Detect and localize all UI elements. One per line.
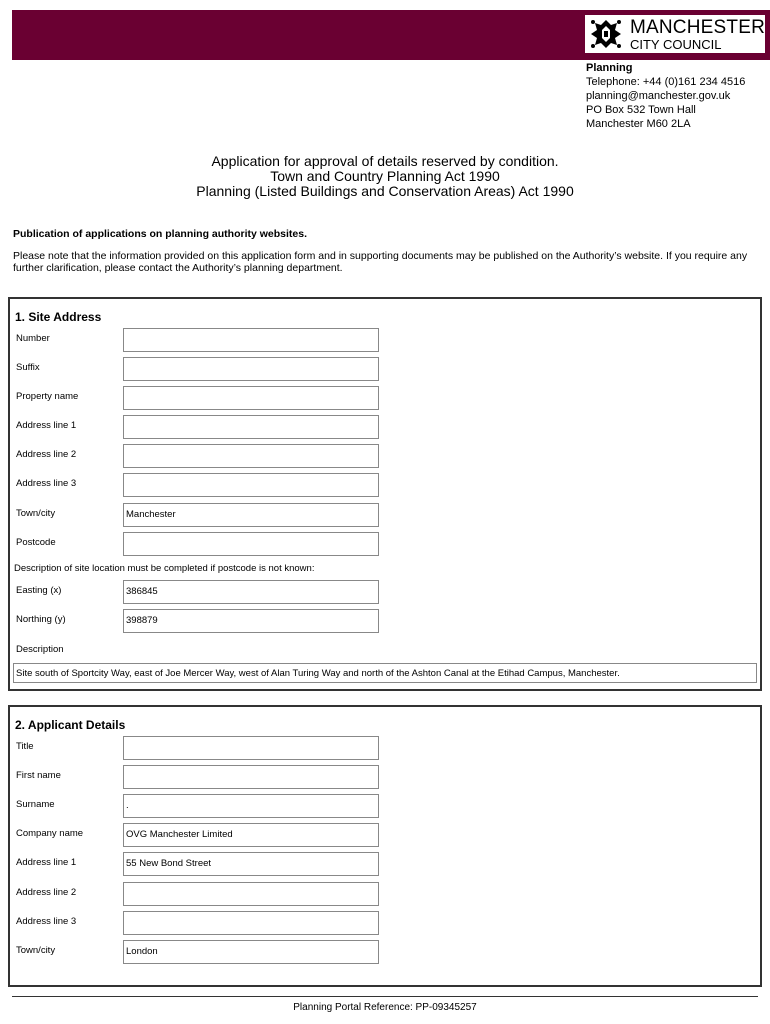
contact-email: planning@manchester.gov.uk — [586, 90, 731, 102]
applicant-details-title: 2. Applicant Details — [15, 718, 126, 732]
location-note: Description of site location must be completed if postcode is not known: — [14, 563, 315, 574]
field-label: Title — [16, 741, 34, 752]
publication-heading: Publication of applications on planning authority websites. — [13, 228, 308, 240]
applicant-town-city-field[interactable]: London — [123, 940, 379, 964]
number-field[interactable] — [123, 328, 379, 352]
title-field[interactable] — [123, 736, 379, 760]
form-title-line-3: Planning (Listed Buildings and Conservation Areas) Act 1990 — [196, 183, 574, 199]
footer-divider — [12, 996, 758, 997]
field-label: Town/city — [16, 945, 56, 956]
applicant-address-line-1-field[interactable]: 55 New Bond Street — [123, 852, 379, 876]
council-logo — [585, 15, 765, 53]
site-address-section — [8, 297, 762, 691]
contact-block — [586, 61, 745, 131]
field-label: Address line 1 — [16, 420, 77, 431]
field-label: Easting (x) — [16, 585, 62, 596]
publication-text: Please note that the information provided on this application form and in supporting documents may be published on the Authority’s website. If you require any further clarification, please contact the Authority’s planning department. — [13, 250, 748, 274]
field-label: Property name — [16, 391, 79, 402]
field-label: Address line 3 — [16, 916, 77, 927]
field-label: Address line 3 — [16, 478, 77, 489]
site-address-title: 1. Site Address — [15, 310, 102, 324]
easting-field[interactable]: 386845 — [123, 580, 379, 604]
postcode-field[interactable] — [123, 532, 379, 556]
applicant-address-line-3-field[interactable] — [123, 911, 379, 935]
address-line-2-field[interactable] — [123, 444, 379, 468]
surname-field[interactable]: . — [123, 794, 379, 818]
field-label: Town/city — [16, 508, 56, 519]
suffix-field[interactable] — [123, 357, 379, 381]
first-name-field[interactable] — [123, 765, 379, 789]
portal-reference: Planning Portal Reference: PP-09345257 — [293, 1002, 477, 1013]
field-label: Suffix — [16, 362, 40, 373]
address-line-3-field[interactable] — [123, 473, 379, 497]
contact-telephone: Telephone: +44 (0)161 234 4516 — [586, 76, 746, 88]
field-label: Address line 1 — [16, 857, 77, 868]
address-line-1-field[interactable] — [123, 415, 379, 439]
description-field[interactable]: Site south of Sportcity Way, east of Joe Mercer Way, west of Alan Turing Way and north of the Ashton Canal at the Etihad Campus, Manchester. — [13, 663, 757, 683]
field-label: First name — [16, 770, 61, 781]
contact-address-line-1: PO Box 532 Town Hall — [586, 104, 696, 116]
company-name-field[interactable]: OVG Manchester Limited — [123, 823, 379, 847]
logo-text-city-council: CITY COUNCIL — [629, 36, 722, 52]
field-label: Company name — [16, 828, 84, 839]
contact-address-line-2: Manchester M60 2LA — [586, 118, 691, 130]
field-label: Address line 2 — [16, 887, 77, 898]
form-title-line-1: Application for approval of details reserved by condition. — [211, 153, 559, 169]
northing-field[interactable]: 398879 — [123, 609, 379, 633]
contact-title: Planning — [586, 62, 633, 74]
coat-of-arms-icon — [587, 17, 625, 51]
logo-text-manchester: MANCHESTER — [629, 16, 765, 38]
field-label: Surname — [16, 799, 55, 810]
description-label: Description — [16, 644, 64, 655]
property-name-field[interactable] — [123, 386, 379, 410]
field-label: Address line 2 — [16, 449, 77, 460]
applicant-details-section — [8, 705, 762, 987]
field-label: Northing (y) — [16, 614, 66, 625]
form-title-line-2: Town and Country Planning Act 1990 — [270, 168, 500, 184]
field-label: Number — [16, 333, 50, 344]
town-city-field[interactable]: Manchester — [123, 503, 379, 527]
form-title — [0, 154, 770, 199]
field-label: Postcode — [16, 537, 56, 548]
applicant-address-line-2-field[interactable] — [123, 882, 379, 906]
